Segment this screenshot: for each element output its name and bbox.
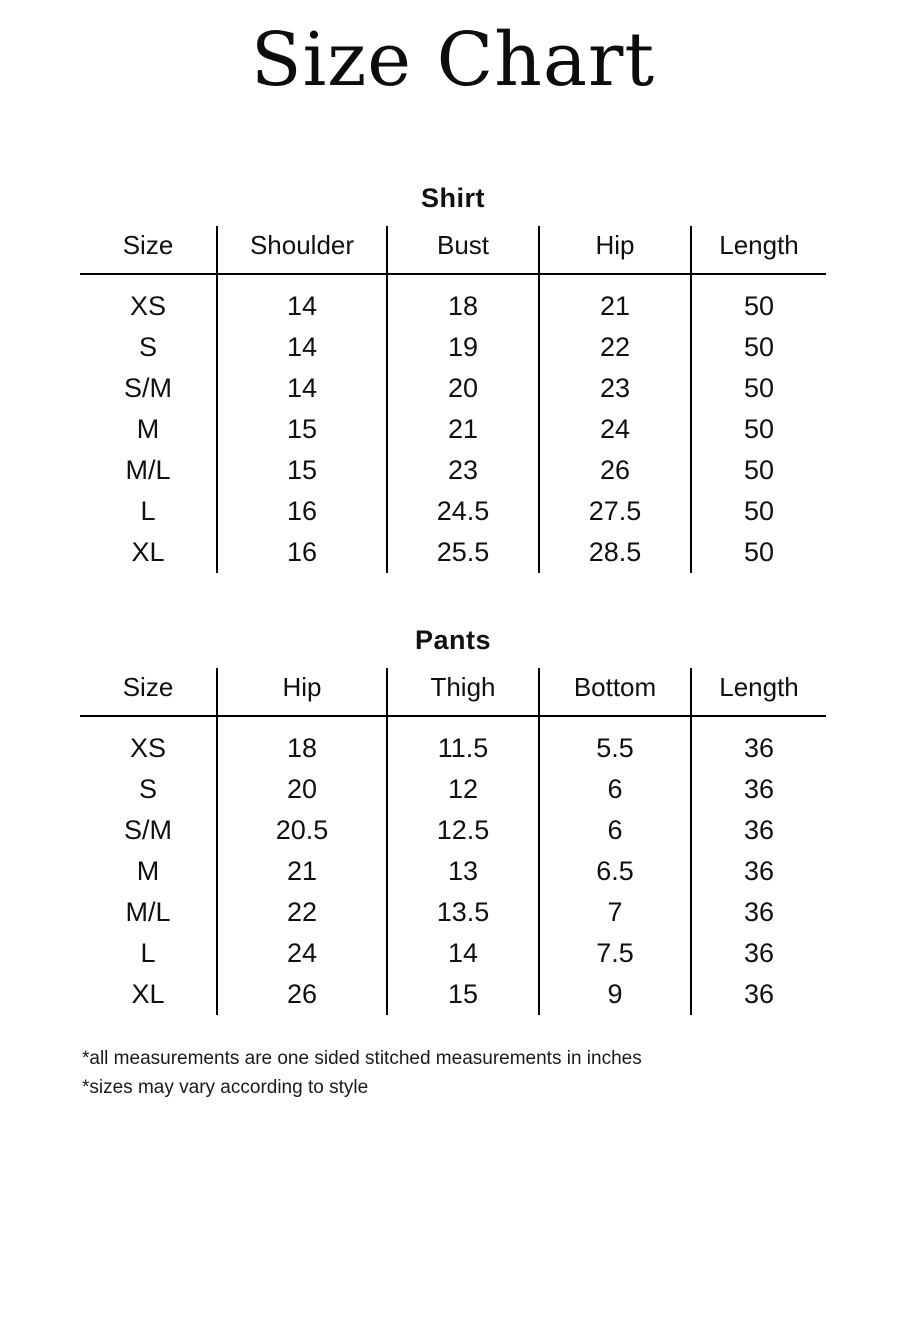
cell-value: 20: [387, 368, 539, 409]
cell-value: 36: [691, 892, 826, 933]
table-row: [80, 491, 826, 532]
table-row: [80, 368, 826, 409]
table-row: [80, 450, 826, 491]
table-header-row: [80, 668, 826, 716]
cell-value: 5.5: [539, 716, 691, 769]
column-header: Bottom: [539, 668, 691, 716]
cell-value: 26: [217, 974, 387, 1015]
cell-value: 20.5: [217, 810, 387, 851]
cell-value: 50: [691, 274, 826, 327]
cell-size: S/M: [123, 373, 172, 404]
cell-size: S/M: [123, 815, 172, 846]
cell-value: 36: [691, 810, 826, 851]
cell-value: 19: [387, 327, 539, 368]
cell-size: M: [136, 856, 160, 887]
cell-value: 12.5: [387, 810, 539, 851]
cell-size: M/L: [125, 455, 171, 486]
cell-value: 50: [691, 491, 826, 532]
column-header: Bust: [387, 226, 539, 274]
cell-value: 14: [217, 368, 387, 409]
cell-value: 22: [539, 327, 691, 368]
cell-value: 21: [387, 409, 539, 450]
cell-value: 14: [217, 274, 387, 327]
column-header: Size: [80, 226, 217, 274]
cell-value: 15: [217, 409, 387, 450]
cell-value: 24: [539, 409, 691, 450]
section-pants: [70, 625, 836, 1015]
cell-size: L: [140, 938, 156, 969]
cell-value: 14: [387, 933, 539, 974]
table-row: [80, 810, 826, 851]
shirt-size-table: [80, 226, 826, 573]
cell-value: 22: [217, 892, 387, 933]
cell-value: 50: [691, 327, 826, 368]
table-row: [80, 933, 826, 974]
cell-value: 50: [691, 450, 826, 491]
cell-value: 50: [691, 409, 826, 450]
column-header: Thigh: [387, 668, 539, 716]
cell-size: XS: [129, 733, 167, 764]
cell-value: 36: [691, 716, 826, 769]
cell-size: XL: [131, 979, 165, 1010]
cell-value: 36: [691, 974, 826, 1015]
cell-size: S: [138, 332, 157, 363]
cell-value: 9: [539, 974, 691, 1015]
footnote-measurements: *all measurements are one sided stitched measurements in inches: [82, 1048, 642, 1070]
cell-value: 7: [539, 892, 691, 933]
cell-size: S: [138, 774, 157, 805]
table-row: [80, 716, 826, 769]
cell-value: 21: [217, 851, 387, 892]
cell-value: 12: [387, 769, 539, 810]
cell-size: M/L: [125, 897, 171, 928]
cell-value: 6.5: [539, 851, 691, 892]
cell-value: 16: [217, 491, 387, 532]
cell-value: 50: [691, 532, 826, 573]
cell-value: 16: [217, 532, 387, 573]
footnote-sizes-vary: *sizes may vary according to style: [82, 1076, 369, 1098]
cell-value: 36: [691, 851, 826, 892]
column-header: Size: [80, 668, 217, 716]
pants-size-table: [80, 668, 826, 1015]
cell-value: 28.5: [539, 532, 691, 573]
cell-value: 23: [387, 450, 539, 491]
table-row: [80, 532, 826, 573]
column-header: Shoulder: [217, 226, 387, 274]
cell-value: 27.5: [539, 491, 691, 532]
cell-size: XS: [129, 291, 167, 322]
cell-size: L: [140, 496, 156, 527]
table-header-row: [80, 226, 826, 274]
table-row: [80, 892, 826, 933]
table-row: [80, 409, 826, 450]
cell-value: 14: [217, 327, 387, 368]
cell-value: 18: [387, 274, 539, 327]
column-header: Length: [691, 226, 826, 274]
cell-value: 15: [217, 450, 387, 491]
cell-value: 23: [539, 368, 691, 409]
section-shirt: [70, 183, 836, 573]
column-header: Hip: [539, 226, 691, 274]
cell-value: 24: [217, 933, 387, 974]
table-row: [80, 274, 826, 327]
cell-value: 6: [539, 810, 691, 851]
cell-value: 36: [691, 933, 826, 974]
table-row: [80, 327, 826, 368]
cell-value: 50: [691, 368, 826, 409]
section-title-shirt: Shirt: [420, 183, 485, 214]
cell-value: 25.5: [387, 532, 539, 573]
cell-value: 13: [387, 851, 539, 892]
page-title: Size Chart: [250, 17, 656, 103]
cell-value: 24.5: [387, 491, 539, 532]
cell-value: 36: [691, 769, 826, 810]
table-row: [80, 974, 826, 1015]
column-header: Hip: [217, 668, 387, 716]
cell-value: 6: [539, 769, 691, 810]
cell-size: XL: [131, 537, 165, 568]
cell-value: 18: [217, 716, 387, 769]
table-row: [80, 769, 826, 810]
cell-value: 11.5: [387, 716, 539, 769]
table-row: [80, 851, 826, 892]
cell-value: 26: [539, 450, 691, 491]
footnotes: [70, 1045, 836, 1102]
column-header: Length: [691, 668, 826, 716]
cell-value: 7.5: [539, 933, 691, 974]
cell-value: 13.5: [387, 892, 539, 933]
cell-value: 21: [539, 274, 691, 327]
cell-value: 15: [387, 974, 539, 1015]
cell-size: M: [136, 414, 160, 445]
cell-value: 20: [217, 769, 387, 810]
section-title-pants: Pants: [414, 625, 492, 656]
